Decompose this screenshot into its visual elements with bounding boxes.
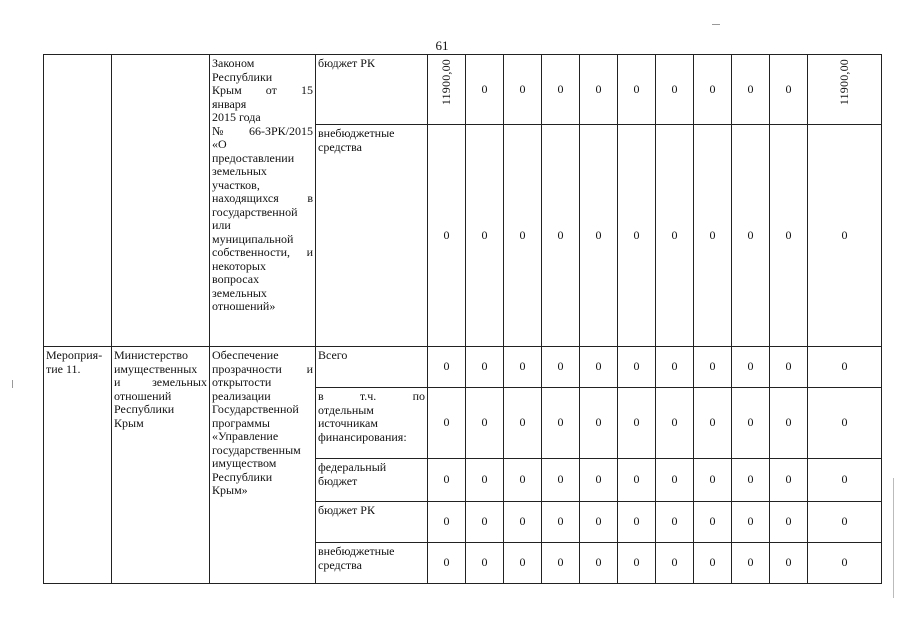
zero-value: 0: [443, 514, 450, 529]
zero-value: 0: [595, 555, 602, 570]
zero-cell: [732, 543, 770, 584]
text-line: имущественных: [114, 361, 198, 376]
zero-cell: [694, 459, 732, 502]
zero-cell: [694, 125, 732, 347]
zero-cell: [618, 459, 656, 502]
zero-cell: [732, 55, 770, 125]
scan-mark: [893, 478, 894, 598]
zero-value: 0: [671, 555, 678, 570]
zero-cell: [656, 459, 694, 502]
zero-cell: [770, 125, 808, 347]
zero-cell: [580, 125, 618, 347]
text-line: предоставлении: [212, 150, 295, 165]
zero-cell: [808, 502, 882, 543]
text-line: бюджет: [318, 473, 358, 488]
zero-value: 0: [633, 81, 640, 96]
text-line: Государственной: [212, 402, 299, 416]
zero-cell: [428, 347, 466, 388]
text-line: и земельных: [114, 375, 207, 389]
zero-cell: [694, 502, 732, 543]
text-line: Республики: [114, 402, 175, 416]
zero-value: 0: [785, 359, 792, 374]
zero-value: 0: [443, 472, 450, 487]
zero-value: 0: [595, 81, 602, 96]
zero-cell: [542, 502, 580, 543]
text-line: государственной: [212, 204, 298, 219]
zero-cell: [656, 502, 694, 543]
amount-cell: [808, 55, 882, 125]
zero-value: 0: [709, 415, 716, 430]
text-line: Крым от 15: [212, 83, 313, 97]
text-line: № 66-ЗРК/2015: [212, 123, 313, 138]
zero-value: 0: [519, 227, 526, 242]
zero-cell: [466, 125, 504, 347]
zero-value: 0: [671, 415, 678, 430]
text-line: Министерство: [114, 348, 188, 362]
zero-value: 0: [481, 555, 488, 570]
zero-value: 0: [595, 359, 602, 374]
zero-cell: [504, 125, 542, 347]
zero-value: 0: [633, 555, 640, 570]
text-line: или: [212, 218, 231, 232]
funding-source-cell: [316, 347, 428, 388]
event-number-cell: [44, 347, 112, 584]
zero-value: 0: [841, 227, 848, 242]
text-line: отношений»: [212, 299, 276, 313]
zero-value: 0: [557, 227, 564, 242]
text-line: Крым»: [212, 483, 248, 497]
funding-source-cell: [316, 55, 428, 125]
zero-value: 0: [481, 359, 488, 374]
zero-cell: [466, 502, 504, 543]
description-cell: [210, 347, 316, 584]
text-line: внебюджетные: [318, 126, 395, 140]
zero-value: 0: [557, 81, 564, 96]
zero-value: 0: [747, 227, 754, 242]
zero-value: 0: [785, 472, 792, 487]
zero-value: 0: [841, 359, 848, 374]
text-line: бюджет РК: [318, 56, 375, 70]
zero-cell: [466, 459, 504, 502]
zero-cell: [618, 502, 656, 543]
funding-source-cell: [316, 459, 428, 502]
funding-source-cell: [316, 388, 428, 459]
zero-value: 0: [671, 227, 678, 242]
table-row: [44, 55, 882, 125]
zero-value: 0: [481, 514, 488, 529]
zero-cell: [428, 125, 466, 347]
funding-source-cell: [316, 543, 428, 584]
zero-cell: [542, 125, 580, 347]
zero-value: 0: [747, 472, 754, 487]
zero-cell: [580, 543, 618, 584]
zero-cell: [656, 55, 694, 125]
zero-cell: [466, 388, 504, 459]
text-line: участков,: [212, 177, 260, 192]
zero-cell: [732, 459, 770, 502]
zero-value: 0: [709, 514, 716, 529]
text-line: Республики: [212, 469, 273, 484]
zero-value: 0: [785, 81, 792, 96]
financing-table: [43, 54, 882, 584]
zero-cell: [732, 502, 770, 543]
zero-cell: [808, 388, 882, 459]
text-line: «Управление: [212, 429, 279, 443]
zero-value: 0: [595, 472, 602, 487]
text-line: муниципальной: [212, 231, 294, 246]
zero-value: 0: [841, 555, 848, 570]
event-number-cell: [44, 55, 112, 347]
text-line: вопросах: [212, 272, 260, 286]
zero-value: 0: [709, 472, 716, 487]
zero-value: 0: [785, 514, 792, 529]
zero-value: 0: [709, 555, 716, 570]
zero-value: 0: [785, 227, 792, 242]
text-line: января: [212, 96, 247, 111]
text-line: 2015 года: [212, 110, 261, 124]
zero-cell: [580, 502, 618, 543]
text-line: земельных: [212, 164, 267, 178]
funding-source-cell: [316, 502, 428, 543]
zero-cell: [504, 347, 542, 388]
zero-value: 0: [481, 472, 488, 487]
zero-cell: [808, 459, 882, 502]
text-line: средства: [318, 139, 363, 154]
text-line: тие 11.: [46, 361, 81, 376]
zero-value: 0: [595, 415, 602, 430]
zero-value: 0: [595, 227, 602, 242]
zero-cell: [580, 459, 618, 502]
zero-value: 0: [785, 555, 792, 570]
zero-value: 0: [671, 359, 678, 374]
text-line: находящихся в: [212, 191, 313, 205]
zero-value: 0: [747, 555, 754, 570]
zero-cell: [428, 502, 466, 543]
zero-value: 0: [709, 81, 716, 96]
scan-mark: [12, 380, 13, 388]
zero-cell: [428, 388, 466, 459]
zero-cell: [656, 543, 694, 584]
zero-cell: [732, 388, 770, 459]
zero-cell: [504, 502, 542, 543]
zero-value: 0: [671, 81, 678, 96]
zero-cell: [694, 543, 732, 584]
zero-value: 0: [519, 81, 526, 96]
zero-cell: [542, 459, 580, 502]
zero-cell: [618, 55, 656, 125]
zero-value: 0: [443, 359, 450, 374]
zero-value: 0: [557, 514, 564, 529]
zero-cell: [770, 543, 808, 584]
zero-cell: [618, 543, 656, 584]
zero-cell: [542, 347, 580, 388]
text-line: открытости: [212, 375, 272, 389]
text-line: в т.ч. по: [318, 389, 425, 403]
zero-value: 0: [481, 227, 488, 242]
amount-cell: [428, 55, 466, 125]
zero-value: 0: [633, 514, 640, 529]
text-line: Законом: [212, 56, 255, 70]
zero-cell: [618, 388, 656, 459]
text-line: финансирования:: [318, 429, 407, 444]
text-line: «О: [212, 137, 227, 151]
text-line: Мероприя-: [46, 348, 103, 362]
zero-cell: [580, 347, 618, 388]
text-line: собственности, и: [212, 245, 313, 259]
zero-cell: [808, 125, 882, 347]
text-line: государственным: [212, 442, 301, 457]
zero-cell: [466, 347, 504, 388]
table-row: [44, 347, 882, 388]
zero-value: 0: [841, 415, 848, 430]
executor-cell: [112, 347, 210, 584]
text-line: Республики: [212, 69, 273, 84]
text-line: земельных: [212, 285, 267, 300]
text-line: внебюджетные: [318, 544, 395, 558]
zero-value: 0: [557, 359, 564, 374]
zero-value: 0: [747, 415, 754, 430]
text-line: имуществом: [212, 456, 277, 470]
zero-value: 0: [519, 415, 526, 430]
zero-value: 0: [671, 514, 678, 529]
text-line: Всего: [318, 348, 348, 362]
text-line: средства: [318, 557, 363, 572]
zero-cell: [466, 55, 504, 125]
zero-cell: [428, 459, 466, 502]
zero-value: 0: [481, 81, 488, 96]
zero-cell: [542, 388, 580, 459]
zero-value: 0: [633, 359, 640, 374]
zero-cell: [808, 347, 882, 388]
zero-cell: [618, 125, 656, 347]
zero-value: 0: [633, 415, 640, 430]
zero-value: 0: [633, 472, 640, 487]
zero-value: 0: [709, 227, 716, 242]
zero-value: 0: [519, 359, 526, 374]
legal-basis-cell: [210, 55, 316, 347]
zero-cell: [770, 502, 808, 543]
zero-cell: [770, 55, 808, 125]
zero-value: 0: [785, 415, 792, 430]
zero-value: 0: [519, 472, 526, 487]
text-line: бюджет РК: [318, 503, 375, 517]
zero-cell: [808, 543, 882, 584]
zero-value: 0: [595, 514, 602, 529]
zero-cell: [694, 55, 732, 125]
zero-value: 0: [747, 359, 754, 374]
zero-value: 0: [519, 514, 526, 529]
zero-value: 0: [443, 227, 450, 242]
zero-value: 0: [557, 555, 564, 570]
text-line: Крым: [114, 415, 144, 430]
zero-value: 0: [841, 514, 848, 529]
zero-value: 0: [747, 514, 754, 529]
zero-cell: [504, 55, 542, 125]
zero-cell: [694, 388, 732, 459]
zero-value: 0: [443, 415, 450, 430]
zero-cell: [770, 459, 808, 502]
text-line: программы: [212, 415, 270, 430]
zero-cell: [656, 125, 694, 347]
text-line: отношений: [114, 388, 172, 403]
zero-value: 0: [519, 555, 526, 570]
amount-value: 11900,00: [836, 59, 851, 106]
zero-value: 0: [481, 415, 488, 430]
zero-cell: [732, 125, 770, 347]
text-line: федеральный: [318, 460, 387, 474]
text-line: прозрачности и: [212, 361, 313, 376]
text-line: источникам: [318, 416, 378, 430]
zero-cell: [656, 388, 694, 459]
zero-cell: [504, 459, 542, 502]
zero-cell: [770, 347, 808, 388]
zero-cell: [580, 388, 618, 459]
zero-value: 0: [443, 555, 450, 570]
zero-value: 0: [557, 472, 564, 487]
page-number: 61: [435, 38, 449, 53]
zero-cell: [504, 543, 542, 584]
zero-cell: [580, 55, 618, 125]
zero-cell: [428, 543, 466, 584]
text-line: некоторых: [212, 258, 266, 273]
zero-value: 0: [671, 472, 678, 487]
zero-cell: [542, 543, 580, 584]
executor-cell: [112, 55, 210, 347]
text-line: реализации: [212, 388, 271, 403]
zero-value: 0: [709, 359, 716, 374]
text-line: Обеспечение: [212, 348, 279, 362]
zero-cell: [656, 347, 694, 388]
zero-cell: [466, 543, 504, 584]
zero-cell: [542, 55, 580, 125]
zero-value: 0: [747, 81, 754, 96]
zero-value: 0: [841, 472, 848, 487]
zero-cell: [694, 347, 732, 388]
zero-cell: [770, 388, 808, 459]
funding-source-cell: [316, 125, 428, 347]
zero-cell: [618, 347, 656, 388]
scan-mark: [712, 24, 720, 25]
zero-cell: [504, 388, 542, 459]
zero-value: 0: [633, 227, 640, 242]
zero-value: 0: [557, 415, 564, 430]
zero-cell: [732, 347, 770, 388]
amount-value: 11900,00: [438, 59, 453, 106]
text-line: отдельным: [318, 402, 374, 417]
